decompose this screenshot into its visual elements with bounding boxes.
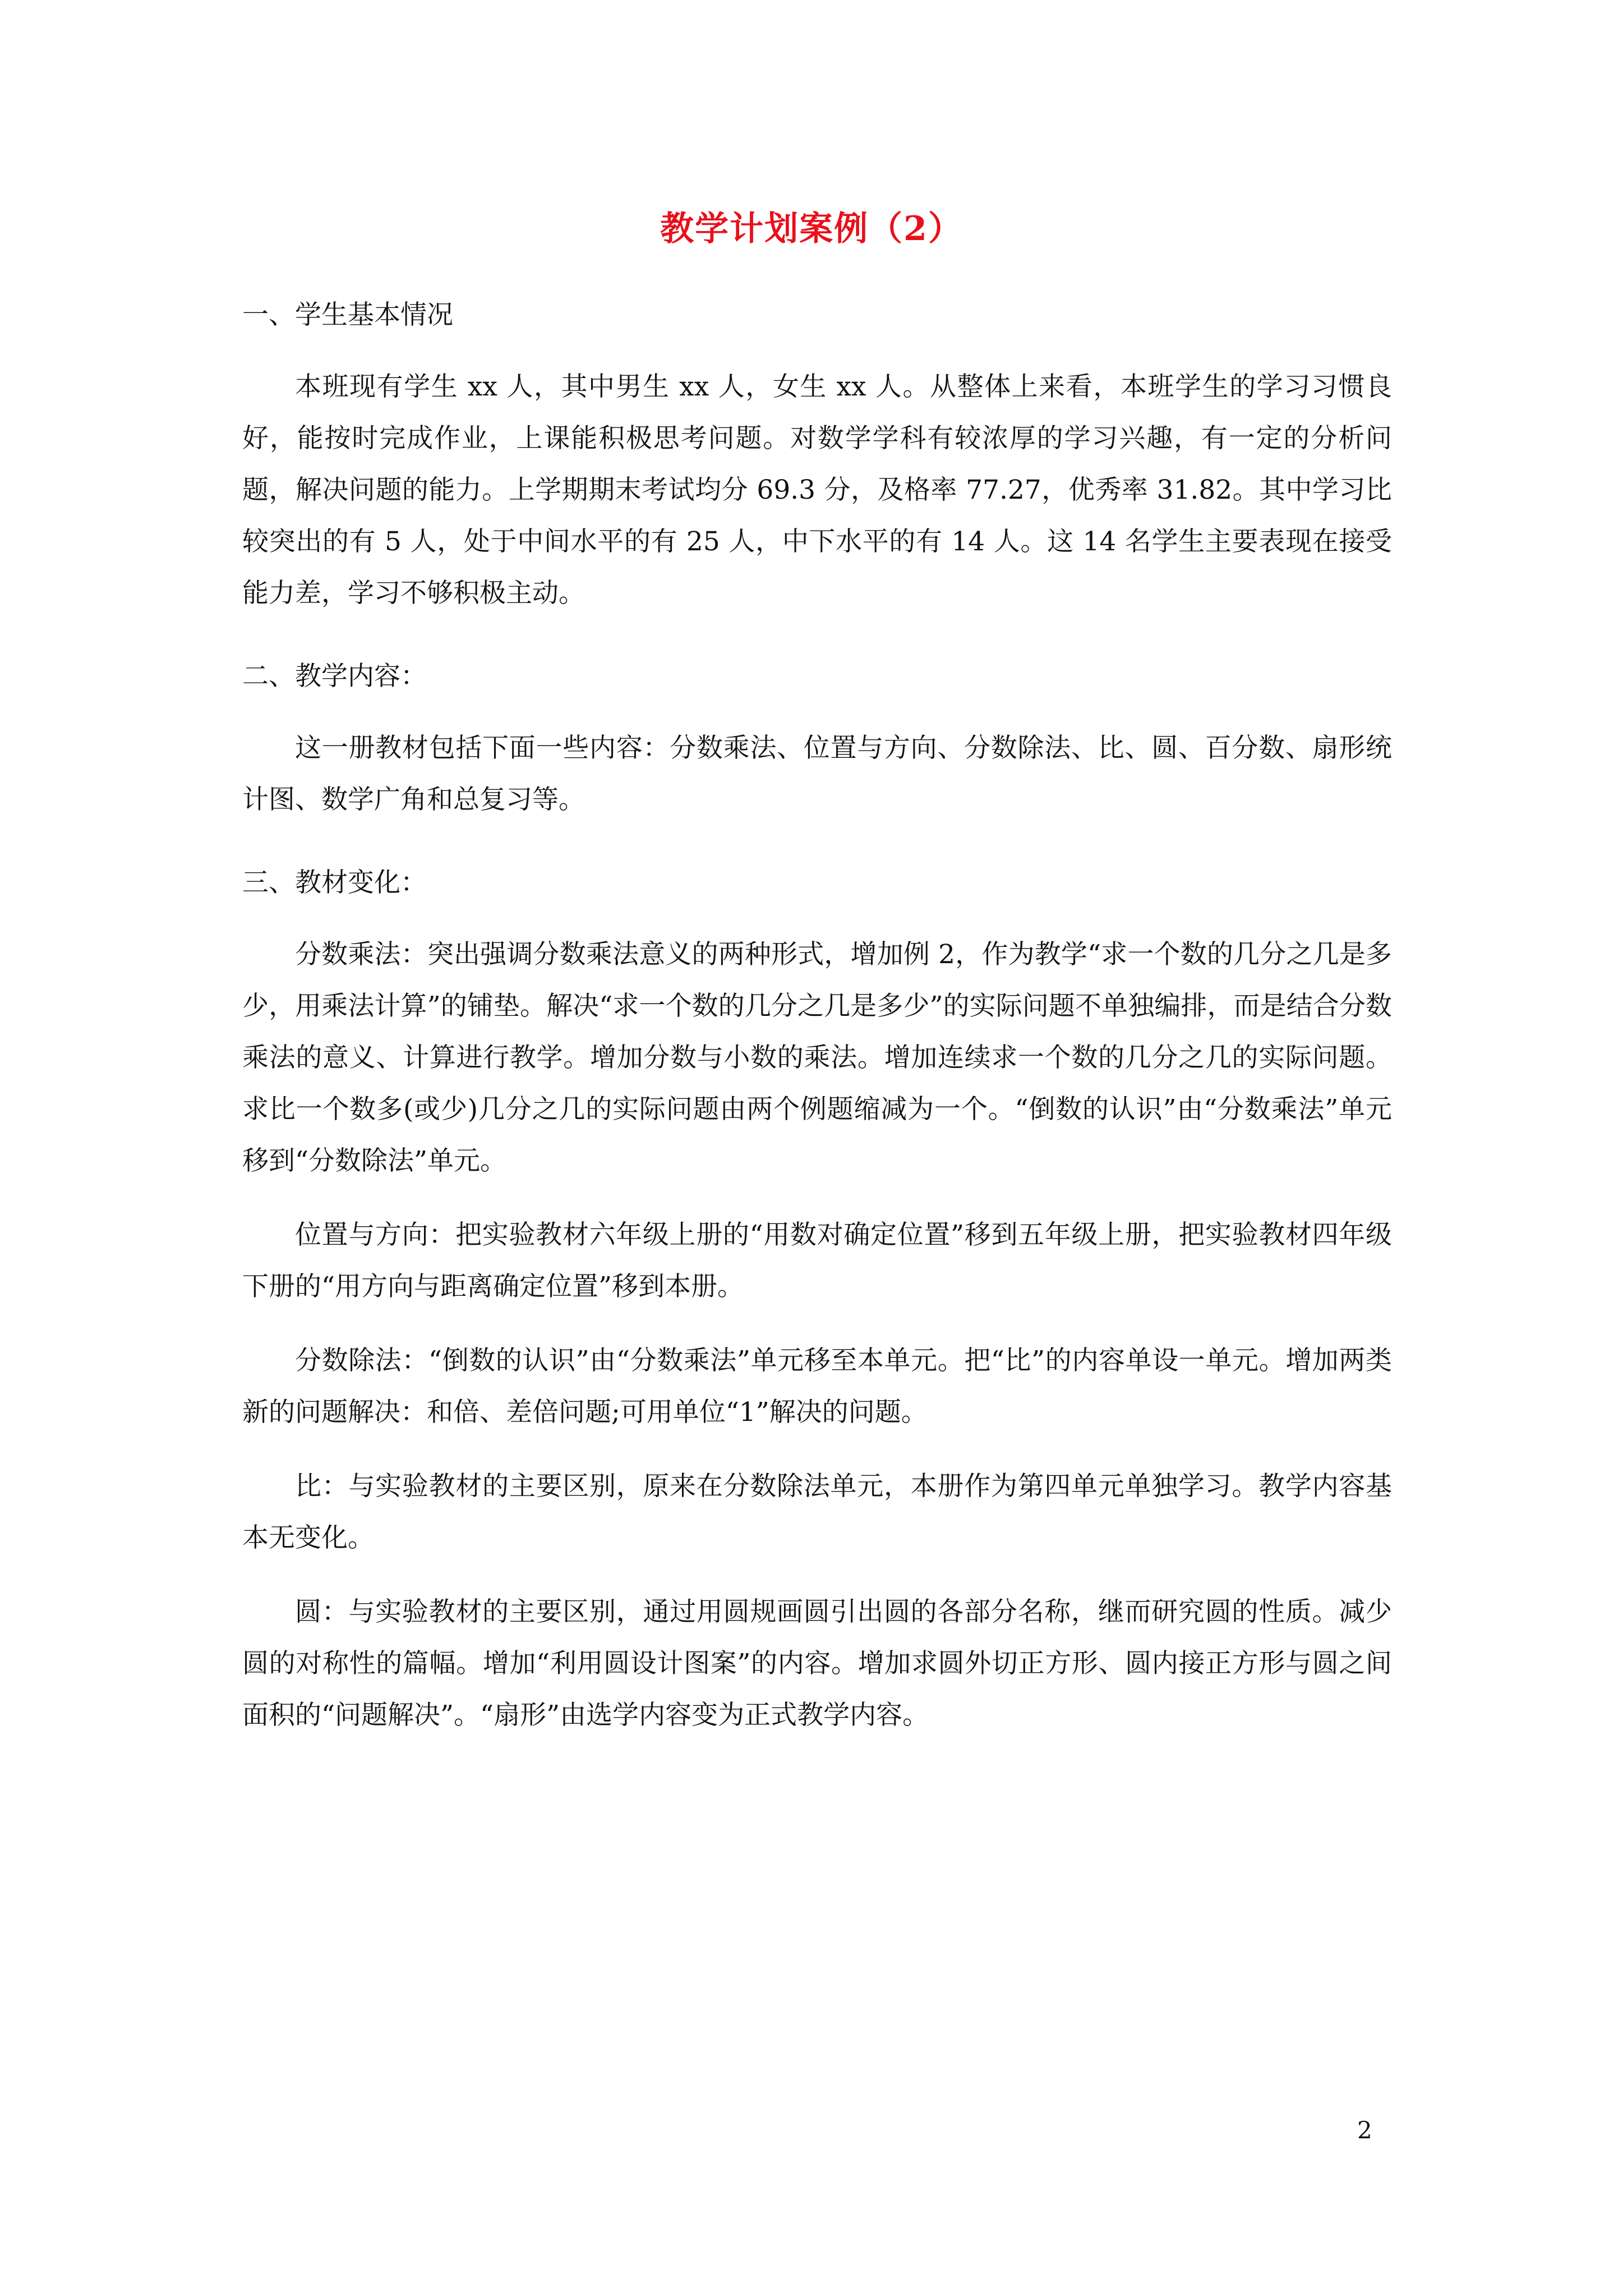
paragraph-ratio: 比：与实验教材的主要区别，原来在分数除法单元，本册作为第四单元单独学习。教学内容基本无变化。	[242, 1471, 1392, 1553]
paragraph-teaching-content: 这一册教材包括下面一些内容：分数乘法、位置与方向、分数除法、比、圆、百分数、扇形统计图、数学广角和总复习等。	[242, 733, 1392, 815]
paragraph-position-direction: 位置与方向：把实验教材六年级上册的“用数对确定位置”移到五年级上册，把实验教材四年级下册的“用方向与距离确定位置”移到本册。	[242, 1220, 1392, 1302]
paragraph-fraction-division: 分数除法：“倒数的认识”由“分数乘法”单元移至本单元。把“比”的内容单设一单元。增加两类新的问题解决：和倍、差倍问题;可用单位“1”解决的问题。	[242, 1345, 1392, 1428]
page-number: 2	[1357, 2116, 1372, 2144]
paragraph-circle: 圆：与实验教材的主要区别，通过用圆规画圆引出圆的各部分名称，继而研究圆的性质。减少圆的对称性的篇幅。增加“利用圆设计图案”的内容。增加求圆外切正方形、圆内接正方形与圆之间面积的“问题解决”。“扇形”由选学内容变为正式教学内容。	[242, 1596, 1392, 1731]
document-title: 教学计划案例（2）	[660, 209, 963, 249]
section-heading-teaching-content: 二、教学内容：	[242, 661, 427, 692]
paragraph-student-situation: 本班现有学生 xx 人，其中男生 xx 人，女生 xx 人。从整体上来看，本班学生的学习习惯良好，能按时完成作业，上课能积极思考问题。对数学学科有较浓厚的学习兴趣，有一定的分析问题，解决问题的能力。上学期期末考试均分 69.3 分，及格率 77.27，优秀率 31.82。其中学习比较突出的有 5 人，处于中间水平的有 25 人，中下水平的有 14 人。这 14 名学生主要表现在接受能力差，学习不够积极主动。	[242, 371, 1392, 609]
section-heading-textbook-changes: 三、教材变化：	[242, 867, 427, 898]
section-heading-student-situation: 一、学生基本情况	[242, 300, 453, 330]
document-body	[242, 292, 1392, 1741]
paragraph-fraction-multiplication: 分数乘法：突出强调分数乘法意义的两种形式，增加例 2，作为教学“求一个数的几分之几是多少，用乘法计算”的铺垫。解决“求一个数的几分之几是多少”的实际问题不单独编排，而是结合分数乘法的意义、计算进行教学。增加分数与小数的乘法。增加连续求一个数的几分之几的实际问题。求比一个数多(或少)几分之几的实际问题由两个例题缩减为一个。“倒数的认识”由“分数乘法”单元移到“分数除法”单元。	[242, 939, 1392, 1176]
